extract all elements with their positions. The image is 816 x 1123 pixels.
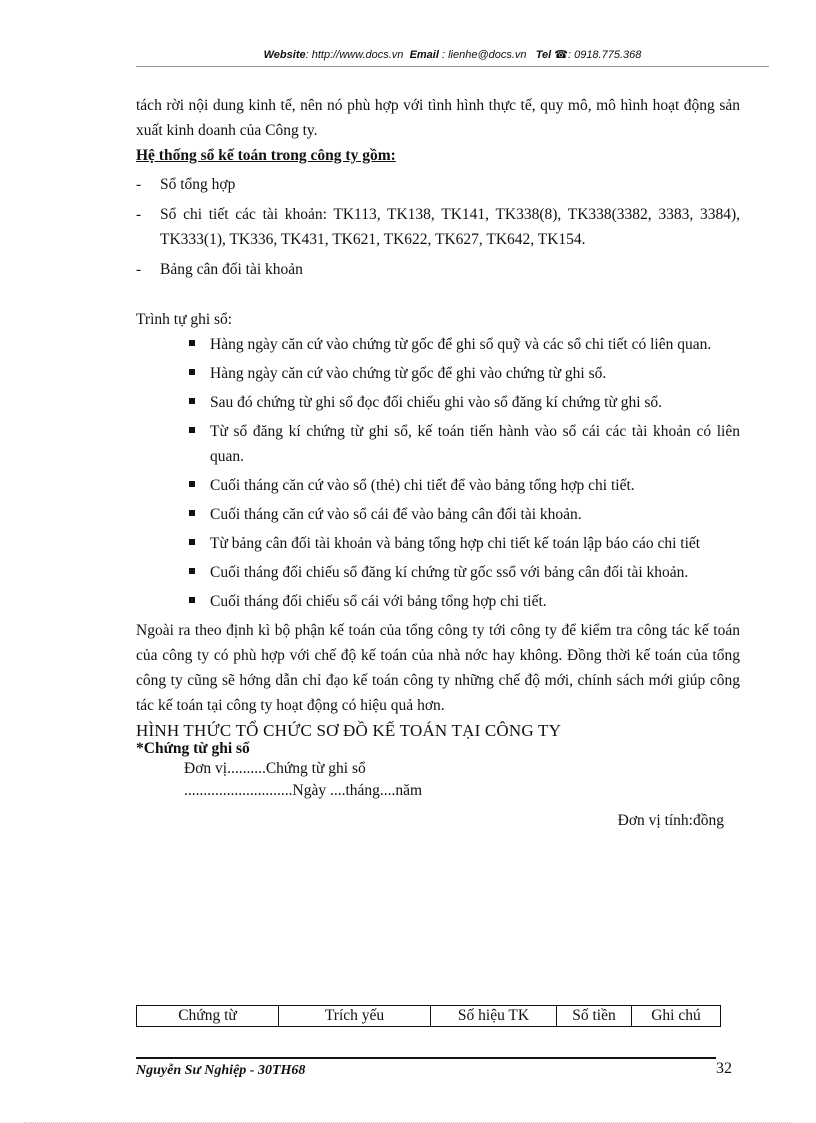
phone-icon: ☎ bbox=[554, 49, 568, 61]
list-item: Sau đó chứng từ ghi sổ đọc đối chiếu ghi vào sổ đăng kí chứng từ ghi sổ. bbox=[186, 390, 740, 415]
bullet-icon bbox=[189, 481, 195, 487]
list-item: Cuối tháng đối chiếu sổ đăng kí chứng từ gốc ssổ với bảng cân đối tài khoản. bbox=[186, 560, 740, 585]
table-header-cell: Số hiệu TK bbox=[431, 1006, 557, 1027]
list-item: - Bảng cân đối tài khoản bbox=[136, 261, 303, 278]
table-header-cell: Trích yếu bbox=[279, 1006, 431, 1027]
bullet-icon bbox=[189, 369, 195, 375]
bullet-icon bbox=[189, 568, 195, 574]
voucher-table bbox=[136, 1005, 721, 1027]
table-header-row bbox=[137, 1006, 721, 1027]
form-subtitle: *Chứng từ ghi sổ bbox=[136, 740, 250, 757]
list-item: Từ sổ đăng kí chứng từ ghi sổ, kế toán tiến hành vào sổ cái các tài khoản có liên quan. bbox=[186, 419, 740, 469]
list-item: - Sổ chi tiết các tài khoản: TK113, TK138, TK141, TK338(8), TK338(3382, 3383, 3384), TK333(1), TK336, TK431, TK621, TK622, TK627, TK642, TK154. bbox=[136, 206, 740, 248]
order-heading: Trình tự ghi sổ: bbox=[136, 311, 233, 328]
table-header-cell: Ghi chú bbox=[632, 1006, 721, 1027]
email-label: Email bbox=[409, 49, 439, 61]
website-label: Website bbox=[263, 49, 306, 61]
list-item: Cuối tháng đối chiếu sổ cái với bảng tổng hợp chi tiết. bbox=[186, 589, 740, 614]
section-title: HÌNH THỨC TỔ CHỨC SƠ ĐỒ KẾ TOÁN TẠI CÔNG TY bbox=[136, 721, 562, 740]
intro-paragraph: tách rời nội dung kinh tế, nên nó phù hợp với tình hình thực tế, quy mô, mô hình hoạt động sản xuất kinh doanh của Công ty. bbox=[136, 97, 740, 139]
list-item: Hàng ngày căn cứ vào chứng từ gốc để ghi vào chứng từ ghi sổ. bbox=[186, 361, 740, 386]
form-line-date: ............................Ngày ....tháng....năm bbox=[184, 782, 423, 799]
list-item: Cuối tháng căn cứ vào sổ cái để vào bảng cân đối tài khoản. bbox=[186, 502, 740, 527]
page-body bbox=[136, 93, 740, 833]
bullet-icon bbox=[189, 427, 195, 433]
footer-author: Nguyễn Sư Nghiệp - 30TH68 bbox=[136, 1063, 306, 1078]
header-divider bbox=[136, 66, 769, 67]
list-item: Cuối tháng căn cứ vào sổ (thẻ) chi tiết để vào bảng tổng hợp chi tiết. bbox=[186, 473, 740, 498]
bullet-icon bbox=[189, 340, 195, 346]
email-value: : lienhe@docs.vn bbox=[441, 49, 527, 61]
tel-label: Tel bbox=[535, 49, 552, 61]
tel-value: : 0918.775.368 bbox=[567, 49, 642, 61]
order-list bbox=[136, 332, 740, 614]
bullet-icon bbox=[189, 510, 195, 516]
closing-paragraph: Ngoài ra theo định kì bộ phận kế toán của tổng công ty tới công ty để kiểm tra công tác kế toán của công ty có phù hợp với chế độ kế toán của nhà nớc hay không. Đồng thời kế toán của tổng công ty cũng sẽ hớng dẫn chỉ đạo kế toán công ty những chế độ mới, chính sách mới giúp công tác kế toán tại công ty hoạt động có hiệu quả hơn. bbox=[136, 622, 740, 714]
ledger-list bbox=[136, 172, 740, 282]
ledger-heading: Hệ thống sổ kế toán trong công ty gồm: bbox=[136, 147, 396, 164]
footer-divider bbox=[136, 1057, 716, 1059]
form-line-unit: Đơn vị..........Chứng từ ghi sổ bbox=[184, 760, 366, 777]
table-header-cell: Chứng từ bbox=[137, 1006, 279, 1027]
page-number: 32 bbox=[716, 1060, 732, 1077]
page-header bbox=[136, 48, 769, 61]
bullet-icon bbox=[189, 539, 195, 545]
currency-unit: Đơn vị tính:đồng bbox=[617, 812, 724, 829]
website-value: : http://www.docs.vn bbox=[305, 49, 404, 61]
list-item: Từ bảng cân đối tài khoản và bảng tổng hợp chi tiết kế toán lập báo cáo chi tiết bbox=[186, 531, 740, 556]
bullet-icon bbox=[189, 398, 195, 404]
bullet-icon bbox=[189, 597, 195, 603]
list-item: - Sổ tổng hợp bbox=[136, 176, 236, 193]
list-item: Hàng ngày căn cứ vào chứng từ gốc để ghi sổ quỹ và các sổ chi tiết có liên quan. bbox=[186, 332, 740, 357]
table-header-cell: Số tiền bbox=[557, 1006, 632, 1027]
